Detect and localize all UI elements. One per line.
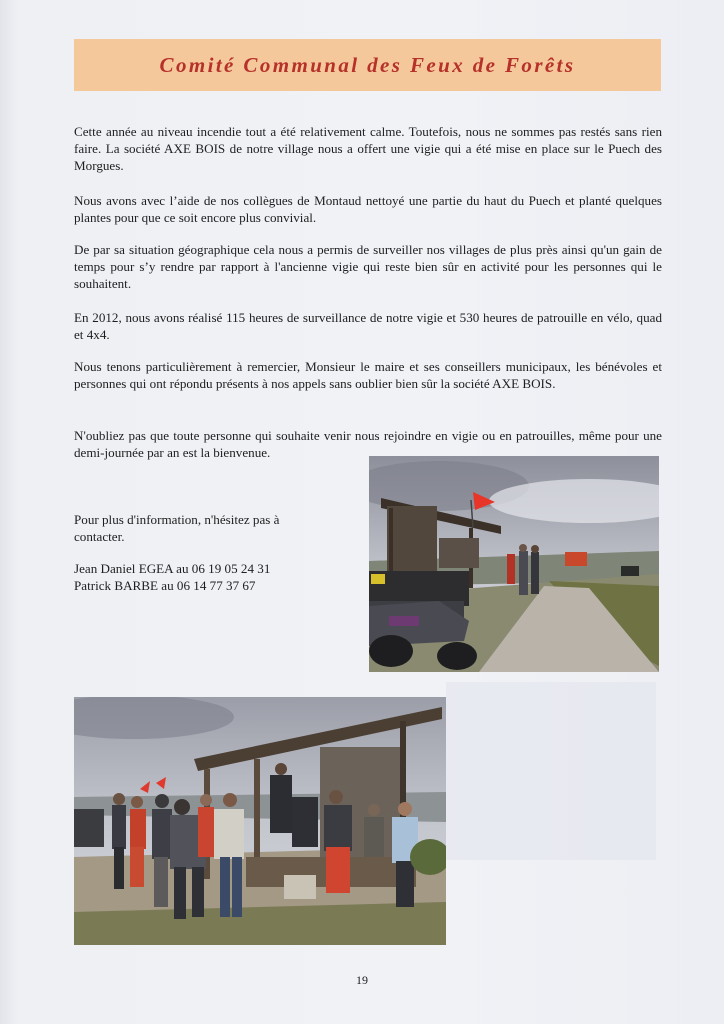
paragraph-statistics: En 2012, nous avons réalisé 115 heures de surveillance de notre vigie et 530 heures de patrouille en vélo, quad et 4x4. — [74, 310, 662, 343]
paragraph-thanks: Nous tenons particulièrement à remercier, Monsieur le maire et ses conseillers municipaux, les bénévoles et personnes qui ont répondu présents à nos appels sans oublier bien sûr la société AXE BOIS. — [74, 359, 662, 392]
contact-intro: Pour plus d'information, n'hésitez pas à contacter. — [74, 512, 280, 545]
page-bleed-through — [446, 682, 656, 860]
paragraph-intro: Cette année au niveau incendie tout a été relativement calme. Toutefois, nous ne sommes pas restés sans rien faire. La société AXE BOIS de notre village nous a offert une vigie qui a été mise en place sur le Puech des Morgues. — [74, 124, 662, 174]
paragraph-montaud: Nous avons avec l’aide de nos collègues de Montaud nettoyé une partie du haut du Puech et planté quelques plantes pour que ce soit encore plus convivial. — [74, 193, 662, 226]
page-title: Comité Communal des Feux de Forêts — [159, 52, 576, 77]
paragraph-invitation: N'oubliez pas que toute personne qui souhaite venir nous rejoindre en vigie ou en patrouilles, même pour une demi-journée par an est la bienvenue. — [74, 428, 662, 461]
photo-watchtower-quads — [369, 456, 659, 672]
paragraph-situation: De par sa situation géographique cela nous a permis de surveiller nos villages de plus près ainsi qu'un gain de temps pour s’y rendre par rapport à l'ancienne vigie qui reste bien sûr en activité pour les personnes qui le souhaitent. — [74, 242, 662, 292]
photo-group-shelter — [74, 697, 446, 945]
page-number: 19 — [356, 973, 368, 987]
contact-person-1: Jean Daniel EGEA au 06 19 05 24 31 — [74, 561, 271, 576]
contact-person-2: Patrick BARBE au 06 14 77 37 67 — [74, 578, 256, 593]
title-banner — [74, 39, 661, 91]
